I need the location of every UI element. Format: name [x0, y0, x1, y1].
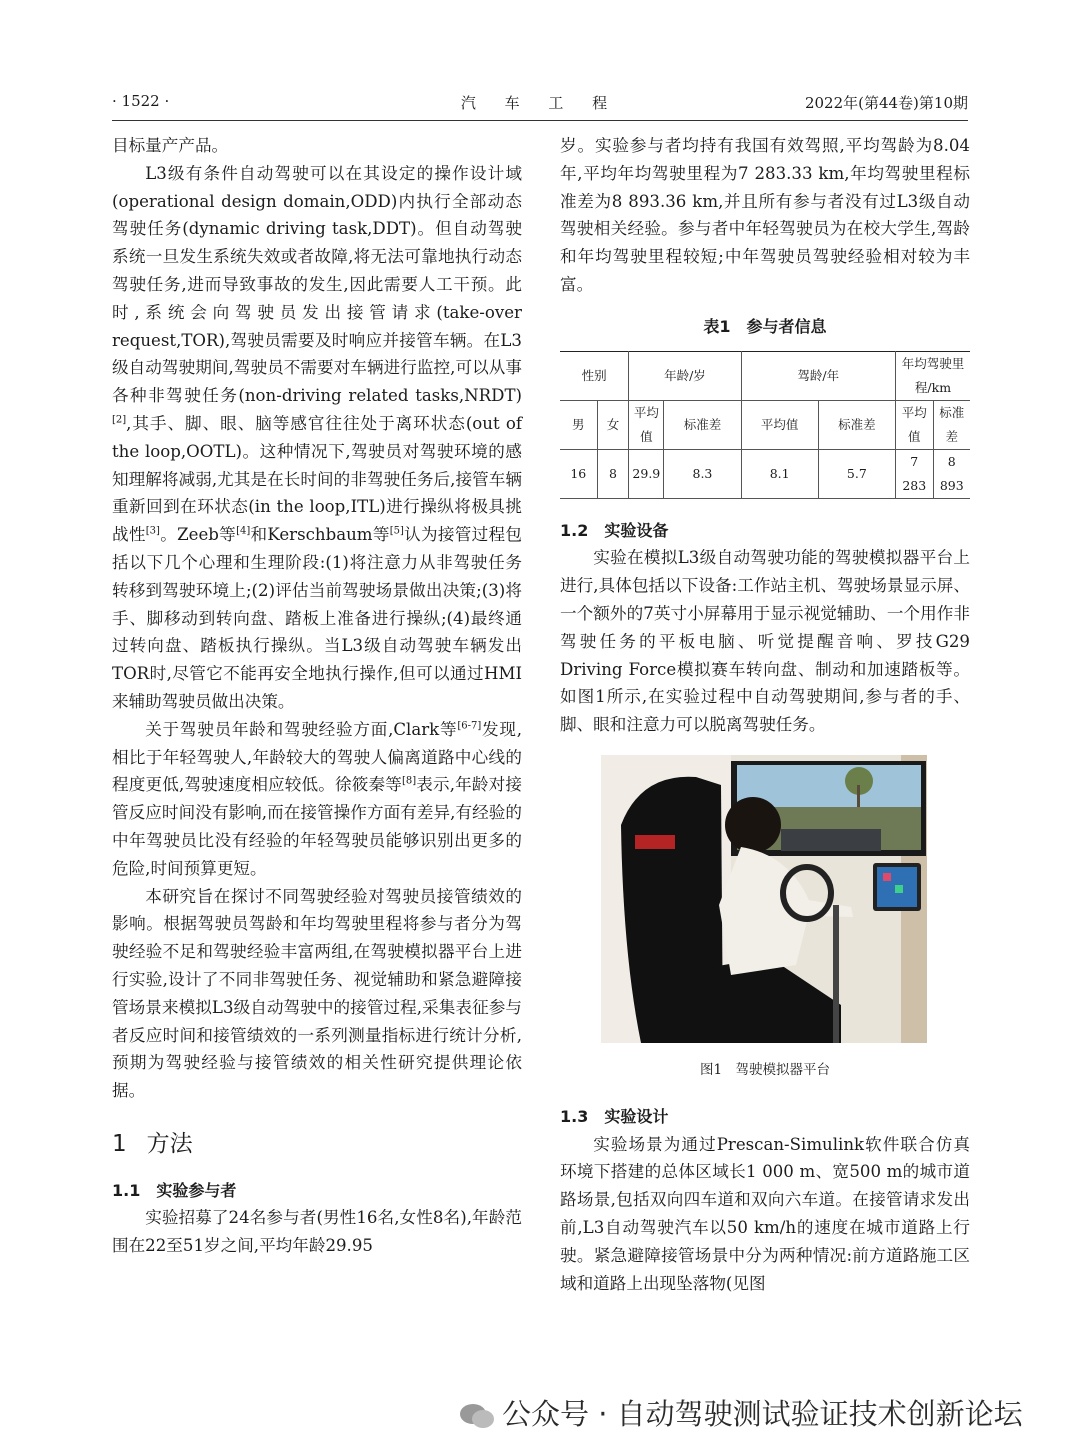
section-heading: 1 方法	[112, 1130, 193, 1157]
table-subheader: 平均值	[741, 400, 818, 449]
table-cell: 8	[597, 449, 629, 498]
table-subheader: 标准差	[664, 400, 741, 449]
paragraph: 目标量产产品。	[112, 136, 229, 155]
paragraph: 实验场景为通过Prescan-Simulink软件联合仿真环境下搭建的总体区域长1 000 m、宽500 m的城市道路场景,包括双向四车道和双向六车道。在接管请求发出前,L3自动驾驶汽车以50 km/h的速度在城市道路上行驶。紧急避障接管场景中分为两种情况:前方道路施工区域和道路上出现坠落物(见图	[560, 1134, 970, 1293]
header-rule	[112, 120, 968, 121]
simulator-illustration	[601, 755, 927, 1043]
paragraph: 岁。实验参与者均持有我国有效驾照,平均驾龄为8.04年,平均年均驾驶里程为7 283.33 km,年均驾驶里程标准差为8 893.36 km,并且所有参与者没有过L3级自动驾驶相关经验。参与者中年轻驾驶员为在校大学生,驾龄和年均驾驶里程较短;中年驾驶员驾驶经验相对较为丰富。	[560, 136, 970, 294]
table-subheader: 平均值	[896, 400, 934, 449]
watermark: 公众号 · 自动驾驶测试验证技术创新论坛	[458, 1392, 1023, 1433]
paragraph: L3级有条件自动驾驶可以在其设定的操作设计域(operational design domain,ODD)内执行全部动态驾驶任务(dynamic driving task,DDT)。但自动驾驶系统一旦发生系统失效或者故障,将无法可靠地执行动态驾驶任务,进而导致事故的发生,因此需要人工干预。此时,系统会向驾驶员发出接管请求(take-over request,TOR),驾驶员需要及时响应并接管车辆。在L3级自动驾驶期间,驾驶员不需要对车辆进行监控,可以从事各种非驾驶任务(non-driving related tasks,NRDT)[2],其手、脚、眼、脑等感官往往处于离环状态(out of the loop,OOTL)。这种情况下,驾驶员对驾驶环境的感知理解将减弱,尤其是在长时间的非驾驶任务后,接管车辆重新回到在环状态(in the loop,ITL)进行操纵将极具挑战性[3]。Zeeb等[4]和Kerschbaum等[5]认为接管过程包括以下几个心理和生理阶段:(1)将注意力从非驾驶任务转移到驾驶环境上;(2)评估当前驾驶场景做出决策;(3)将手、脚移动到转向盘、踏板上准备进行操纵;(4)最终通过转向盘、踏板执行操纵。当L3级自动驾驶车辆发出TOR时,尽管它不能再安全地执行操作,但可以通过HMI来辅助驾驶员做出决策。	[112, 163, 523, 711]
table-subheader: 标准差	[818, 400, 895, 449]
table-cell: 29.9	[629, 449, 664, 498]
table-subheader: 女	[597, 400, 629, 449]
paragraph: 实验在模拟L3级自动驾驶功能的驾驶模拟器平台上进行,具体包括以下设备:工作站主机、驾驶场景显示屏、一个额外的7英寸小屏幕用于显示视觉辅助、一个用作非驾驶任务的平板电脑、听觉提醒音响、罗技G29 Driving Force模拟赛车转向盘、制动和加速踏板等。如图1所示,在实验过程中自动驾驶期间,参与者的手、脚、眼和注意力可以脱离驾驶任务。	[560, 548, 970, 735]
table-header: 年均驾驶里程/km	[896, 351, 971, 400]
table-subheader: 标准差	[933, 400, 970, 449]
paragraph: 关于驾驶员年龄和驾驶经验方面,Clark等[6-7]发现,相比于年轻驾驶人,年龄较大的驾驶人偏离道路中心线的程度更低,驾驶速度相应较低。徐筱秦等[8]表示,年龄对接管反应时间没有影响,而在接管操作方面有差异,有经验的中年驾驶员比没有经验的年轻驾驶员能够识别出更多的危险,时间预算更短。	[112, 719, 522, 878]
subsection-heading: 1.2 实验设备	[560, 520, 669, 540]
table-cell: 8.1	[741, 449, 818, 498]
citation: [6-7]	[457, 720, 482, 732]
citation: [8]	[401, 775, 417, 787]
citation: [3]	[145, 525, 160, 537]
table-caption: 表1 参与者信息	[703, 316, 827, 336]
issue-info: 2022年(第44卷)第10期	[804, 94, 968, 112]
table-cell: 5.7	[818, 449, 895, 498]
citation: [5]	[389, 525, 404, 537]
paragraph: 实验招募了24名参与者(男性16名,女性8名),年龄范围在22至51岁之间,平均年龄29.95	[112, 1208, 522, 1256]
table-header: 年龄/岁	[629, 351, 741, 400]
paragraph: 本研究旨在探讨不同驾驶经验对驾驶员接管绩效的影响。根据驾驶员驾龄和年均驾驶里程将参与者分为驾驶经验不足和驾驶经验丰富两组,在驾驶模拟器平台上进行实验,设计了不同非驾驶任务、视觉辅助和紧急避障接管场景来模拟L3级自动驾驶中的接管过程,采集表征参与者反应时间和接管绩效的一系列测量指标进行统计分析,预期为驾驶经验与接管绩效的相关性研究提供理论依据。	[112, 886, 522, 1101]
table-cell: 7 283	[896, 449, 934, 498]
table-cell: 16	[560, 449, 597, 498]
wechat-icon	[458, 1401, 496, 1431]
table-cell: 8 893	[933, 449, 970, 498]
left-column	[112, 132, 522, 1260]
journal-name: 汽 车 工 程	[460, 94, 620, 112]
subsection-heading: 1.1 实验参与者	[112, 1180, 237, 1200]
page-header	[112, 92, 968, 118]
participant-table	[560, 351, 970, 499]
citation: [2]	[112, 414, 127, 426]
right-column	[560, 132, 970, 1297]
table-subheader: 平均值	[629, 400, 664, 449]
page-number: · 1522 ·	[112, 92, 170, 110]
table-cell: 8.3	[664, 449, 741, 498]
driving-simulator-photo	[601, 755, 927, 1043]
figure-caption: 图1 驾驶模拟器平台	[699, 1061, 831, 1078]
citation: [4]	[236, 525, 251, 537]
table-subheader: 男	[560, 400, 597, 449]
subsection-heading: 1.3 实验设计	[560, 1106, 669, 1126]
table-header: 驾龄/年	[741, 351, 895, 400]
table-header: 性别	[560, 351, 629, 400]
